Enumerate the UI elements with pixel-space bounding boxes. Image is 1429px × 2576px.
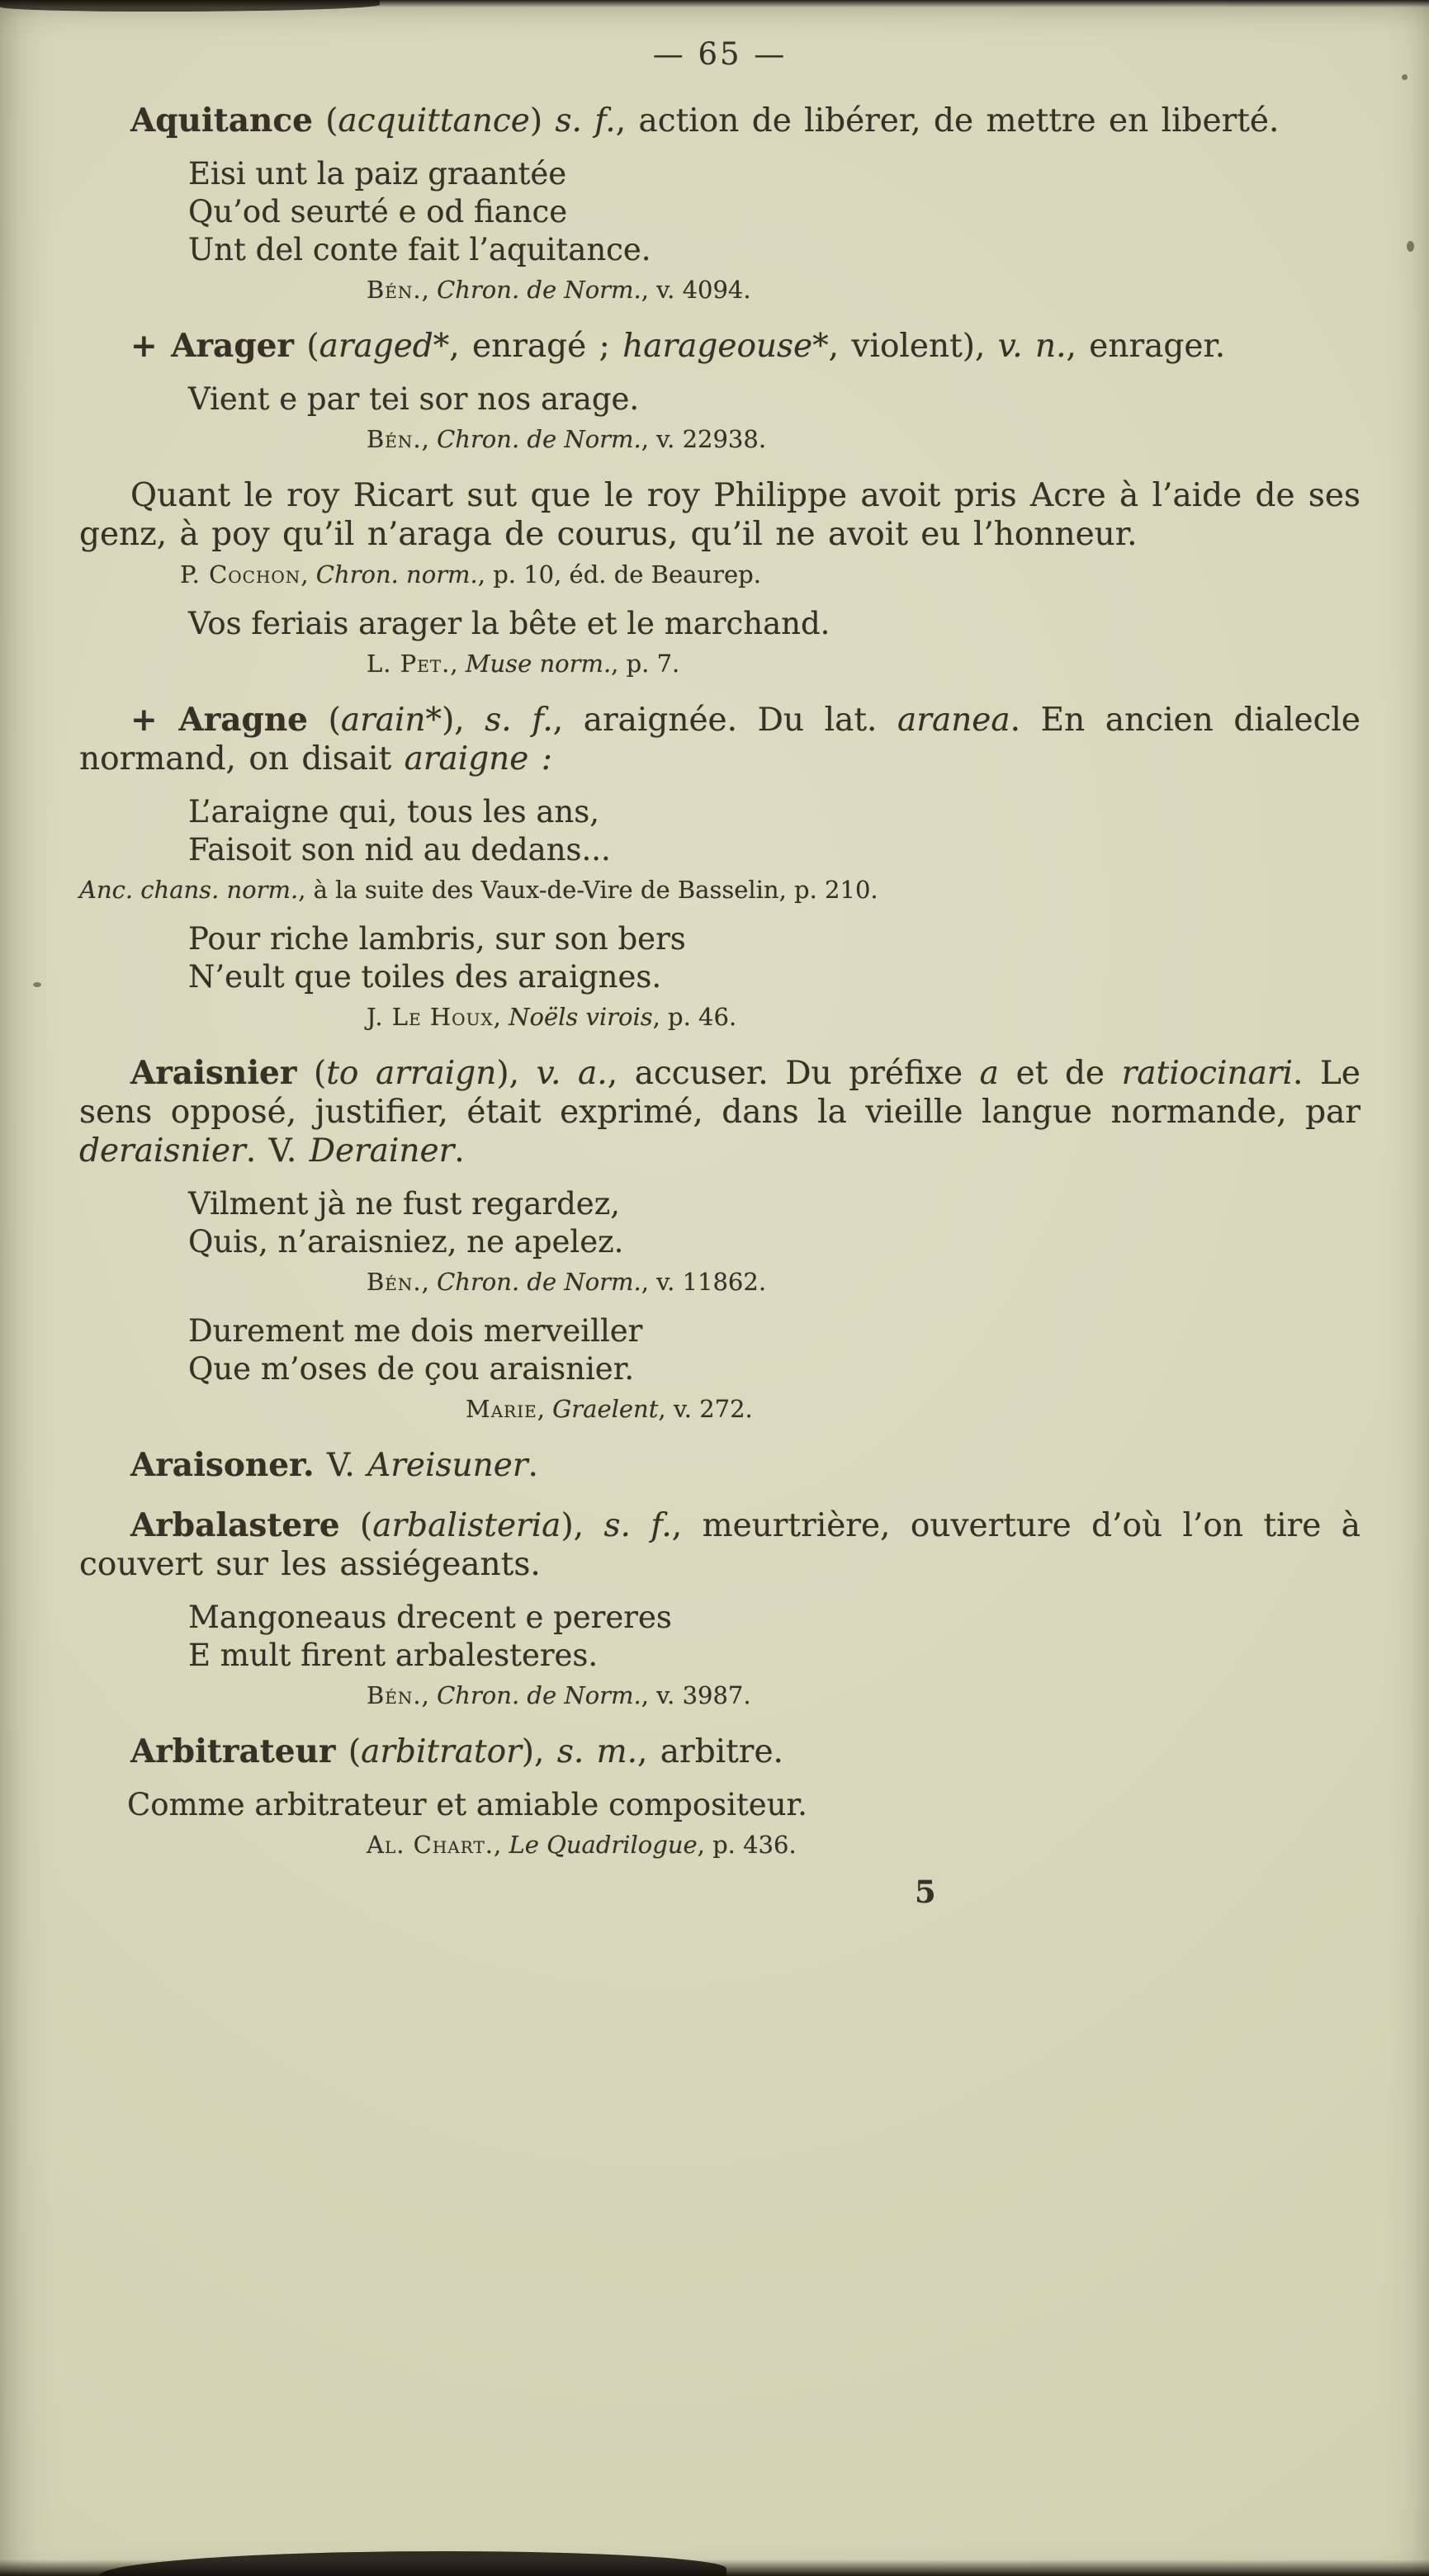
verse-line: Vos feriais arager la bête et le marchand. <box>188 606 830 641</box>
text-run: ( <box>296 1055 327 1092</box>
prose-paragraph-arager <box>79 476 1360 554</box>
smallcaps-text-run: Bén. <box>367 1268 422 1296</box>
smallcaps-text-run: L. Pet. <box>367 650 451 678</box>
text-run: , enragé ; <box>449 328 623 365</box>
citation-anc-chans <box>79 874 1360 905</box>
text-run: , p. 46. <box>652 1003 737 1031</box>
verse-line: Que m’oses de çou araisnier. <box>188 1351 635 1387</box>
citation-ben-4094 <box>367 274 1360 305</box>
italic-text-run: v. a. <box>536 1055 608 1092</box>
italic-text-run: Anc. chans. norm. <box>79 876 299 904</box>
italic-text-run: Le Quadrilogue <box>509 1831 698 1859</box>
text-run: . En ancien dialecle normand, on disait <box>79 702 1360 778</box>
italic-text-run: s. f. <box>555 102 616 139</box>
dictionary-entry-arbitrateur <box>79 1732 1360 1771</box>
italic-text-run: Chron. de Norm. <box>437 276 641 304</box>
verse-quote-aquitance <box>188 155 1360 269</box>
signature-mark: 5 <box>915 1874 936 1910</box>
text-run: , p. 7. <box>611 650 680 678</box>
citation-lehoux <box>367 1001 1360 1033</box>
page-content <box>79 36 1360 1910</box>
bold-text-run: Arbitrateur <box>130 1732 336 1770</box>
italic-text-run: Chron. de Norm. <box>437 425 641 453</box>
italic-text-run: arain* <box>340 702 442 739</box>
bold-text-run: + Aragne <box>130 701 308 739</box>
verse-line: Qu’od seurté e od fiance <box>188 194 568 229</box>
text-run: ( <box>293 328 319 365</box>
scan-edge-top-blob <box>0 0 380 12</box>
verse-quote-araigne-2 <box>188 920 1360 996</box>
text-run: , action de libérer, de mettre en liberté. <box>615 102 1280 139</box>
text-run: . Le sens opposé, justifier, était exprimé, dans la vieille langue normande, par <box>79 1055 1360 1131</box>
italic-text-run: Chron. de Norm. <box>437 1268 641 1296</box>
text-run: ( <box>307 702 341 739</box>
text-run: et de <box>998 1055 1122 1092</box>
bold-text-run: Araisoner. <box>130 1446 315 1484</box>
italic-text-run: arbitrator <box>361 1733 522 1770</box>
italic-text-run: araged* <box>319 328 450 365</box>
italic-text-run: deraisnier <box>79 1132 246 1170</box>
verse-line: E mult firent arbalesteres. <box>188 1638 599 1673</box>
text-run: , <box>300 560 316 588</box>
text-run: , <box>421 1681 438 1709</box>
text-run: . V. <box>245 1132 310 1170</box>
text-run: , v. 3987. <box>641 1681 751 1709</box>
citation-pet <box>367 648 1360 679</box>
citation-marie <box>466 1393 1360 1425</box>
dictionary-entry-aragne <box>79 701 1360 778</box>
bold-text-run: Aquitance <box>130 102 313 139</box>
text-run: , à la suite des Vaux-de-Vire de Basselin, p. 210. <box>298 876 878 904</box>
scan-speck <box>1402 74 1408 80</box>
bold-text-run: Araisnier <box>130 1054 297 1092</box>
verse-quote-arager <box>188 380 1360 418</box>
italic-text-run: araigne : <box>404 740 552 778</box>
text-run: , meurtrière, ouverture d’où l’on tire à couvert sur les assiégeants. <box>79 1507 1360 1583</box>
verse-line: Faisoit son nid au dedans... <box>188 832 611 867</box>
verse-line: Durement me dois merveiller <box>188 1313 643 1349</box>
text-run: , <box>494 1831 509 1859</box>
text-run: , araignée. Du lat. <box>552 702 898 739</box>
text-run: , arbitre. <box>637 1733 783 1770</box>
verse-line: Unt del conte fait l’aquitance. <box>188 232 651 267</box>
text-run: , p. 10, éd. de Beaurep. <box>477 560 761 588</box>
italic-text-run: Muse norm. <box>465 650 612 678</box>
text-run: ), <box>496 1055 537 1092</box>
dictionary-entry-araisoner <box>79 1446 1360 1485</box>
text-run: . <box>528 1447 538 1484</box>
italic-text-run: Chron. norm. <box>315 560 478 588</box>
verse-quote-araisnier-1 <box>188 1185 1360 1261</box>
dictionary-entry-araisnier <box>79 1054 1360 1170</box>
text-run: , <box>421 425 438 453</box>
verse-line: Mangoneaus drecent e pereres <box>188 1600 672 1635</box>
text-run: , <box>450 650 466 678</box>
text-run: , violent), <box>828 328 998 365</box>
verse-line: Comme arbitrateur et amiable compositeur. <box>127 1787 807 1822</box>
text-run: , p. 436. <box>697 1831 797 1859</box>
text-run: ), <box>521 1733 557 1770</box>
text-run: . <box>454 1132 465 1170</box>
smallcaps-text-run: Bén. <box>367 425 422 453</box>
verse-quote-arbalastere <box>188 1599 1360 1675</box>
dictionary-entry-aquitance <box>79 102 1360 140</box>
prose-quote-arbitrateur <box>127 1786 1360 1824</box>
dictionary-entry-arbalastere <box>79 1506 1360 1584</box>
text-run: ( <box>339 1507 373 1544</box>
verse-line: Vilment jà ne fust regardez, <box>188 1186 620 1222</box>
text-run: , accuser. Du préfixe <box>607 1055 980 1092</box>
scan-speck <box>1407 241 1414 252</box>
italic-text-run: v. n. <box>997 328 1067 365</box>
verse-line: Quis, n’araisniez, ne apelez. <box>188 1224 624 1260</box>
italic-text-run: Derainer <box>309 1132 455 1170</box>
text-run: ( <box>312 102 338 139</box>
bold-text-run: + Arager <box>130 327 294 365</box>
smallcaps-text-run: Bén. <box>367 276 422 304</box>
text-run: ), <box>561 1507 604 1544</box>
italic-text-run: s. m. <box>556 1733 637 1770</box>
bold-text-run: Arbalastere <box>130 1506 340 1544</box>
verse-quote-araigne-1 <box>188 793 1360 869</box>
text-run: ( <box>335 1733 362 1770</box>
citation-ben-22938 <box>367 423 1360 455</box>
citation-ben-11862 <box>367 1266 1360 1297</box>
italic-text-run: ratiocinari <box>1121 1055 1293 1092</box>
italic-text-run: Chron. de Norm. <box>437 1681 641 1709</box>
italic-text-run: Noëls virois <box>509 1003 653 1031</box>
text-run: V. <box>314 1447 368 1484</box>
text-run: , v. 11862. <box>641 1268 767 1296</box>
italic-text-run: Areisuner <box>367 1447 528 1484</box>
italic-text-run: Graelent <box>552 1395 659 1423</box>
italic-text-run: harageouse* <box>622 328 829 365</box>
italic-text-run: arbalisteria <box>372 1507 561 1544</box>
scan-edge-bottom-blob <box>99 2551 726 2576</box>
italic-text-run: a <box>979 1055 999 1092</box>
smallcaps-text-run: P. Cochon <box>180 560 301 588</box>
italic-text-run: aranea <box>897 702 1010 739</box>
verse-line: L’araigne qui, tous les ans, <box>188 794 599 830</box>
italic-text-run: s. f. <box>603 1507 672 1544</box>
text-run: ) <box>529 102 556 139</box>
text-run: ), <box>442 702 485 739</box>
smallcaps-text-run: Al. Chart. <box>367 1831 494 1859</box>
text-run: , <box>421 276 438 304</box>
verse-line: N’eult que toiles des araignes. <box>188 959 662 995</box>
text-run: , <box>421 1268 438 1296</box>
page-number: — 65 — <box>652 36 788 72</box>
italic-text-run: s. f. <box>485 702 553 739</box>
text-run: , v. 272. <box>658 1395 753 1423</box>
text-run: , <box>537 1395 553 1423</box>
smallcaps-text-run: Bén. <box>367 1681 422 1709</box>
citation-ben-3987 <box>367 1680 1360 1711</box>
verse-line: Eisi unt la paiz graantée <box>188 156 567 191</box>
verse-quote-pet <box>188 605 1360 643</box>
citation-chartier <box>367 1829 1360 1860</box>
text-run: , enrager. <box>1066 328 1226 365</box>
italic-text-run: acquittance <box>338 102 530 139</box>
text-run: , v. 4094. <box>641 276 751 304</box>
text-run: Quant le roy Ricart sut que le roy Philippe avoit pris Acre à l’aide de ses genz, à poy qu’il n’araga de courus, qu’il ne avoit eu l’honneur. <box>79 477 1360 553</box>
text-run: , <box>493 1003 509 1031</box>
dictionary-entry-arager <box>79 327 1360 366</box>
citation-cochon <box>180 559 1360 590</box>
text-run: , v. 22938. <box>641 425 767 453</box>
verse-quote-araisnier-2 <box>188 1312 1360 1388</box>
smallcaps-text-run: Marie <box>466 1395 537 1423</box>
verse-line: Pour riche lambris, sur son bers <box>188 921 686 957</box>
verse-line: Vient e par tei sor nos arage. <box>188 381 640 417</box>
italic-text-run: to arraign <box>326 1055 497 1092</box>
smallcaps-text-run: J. Le Houx <box>367 1003 494 1031</box>
scan-speck <box>33 982 41 987</box>
